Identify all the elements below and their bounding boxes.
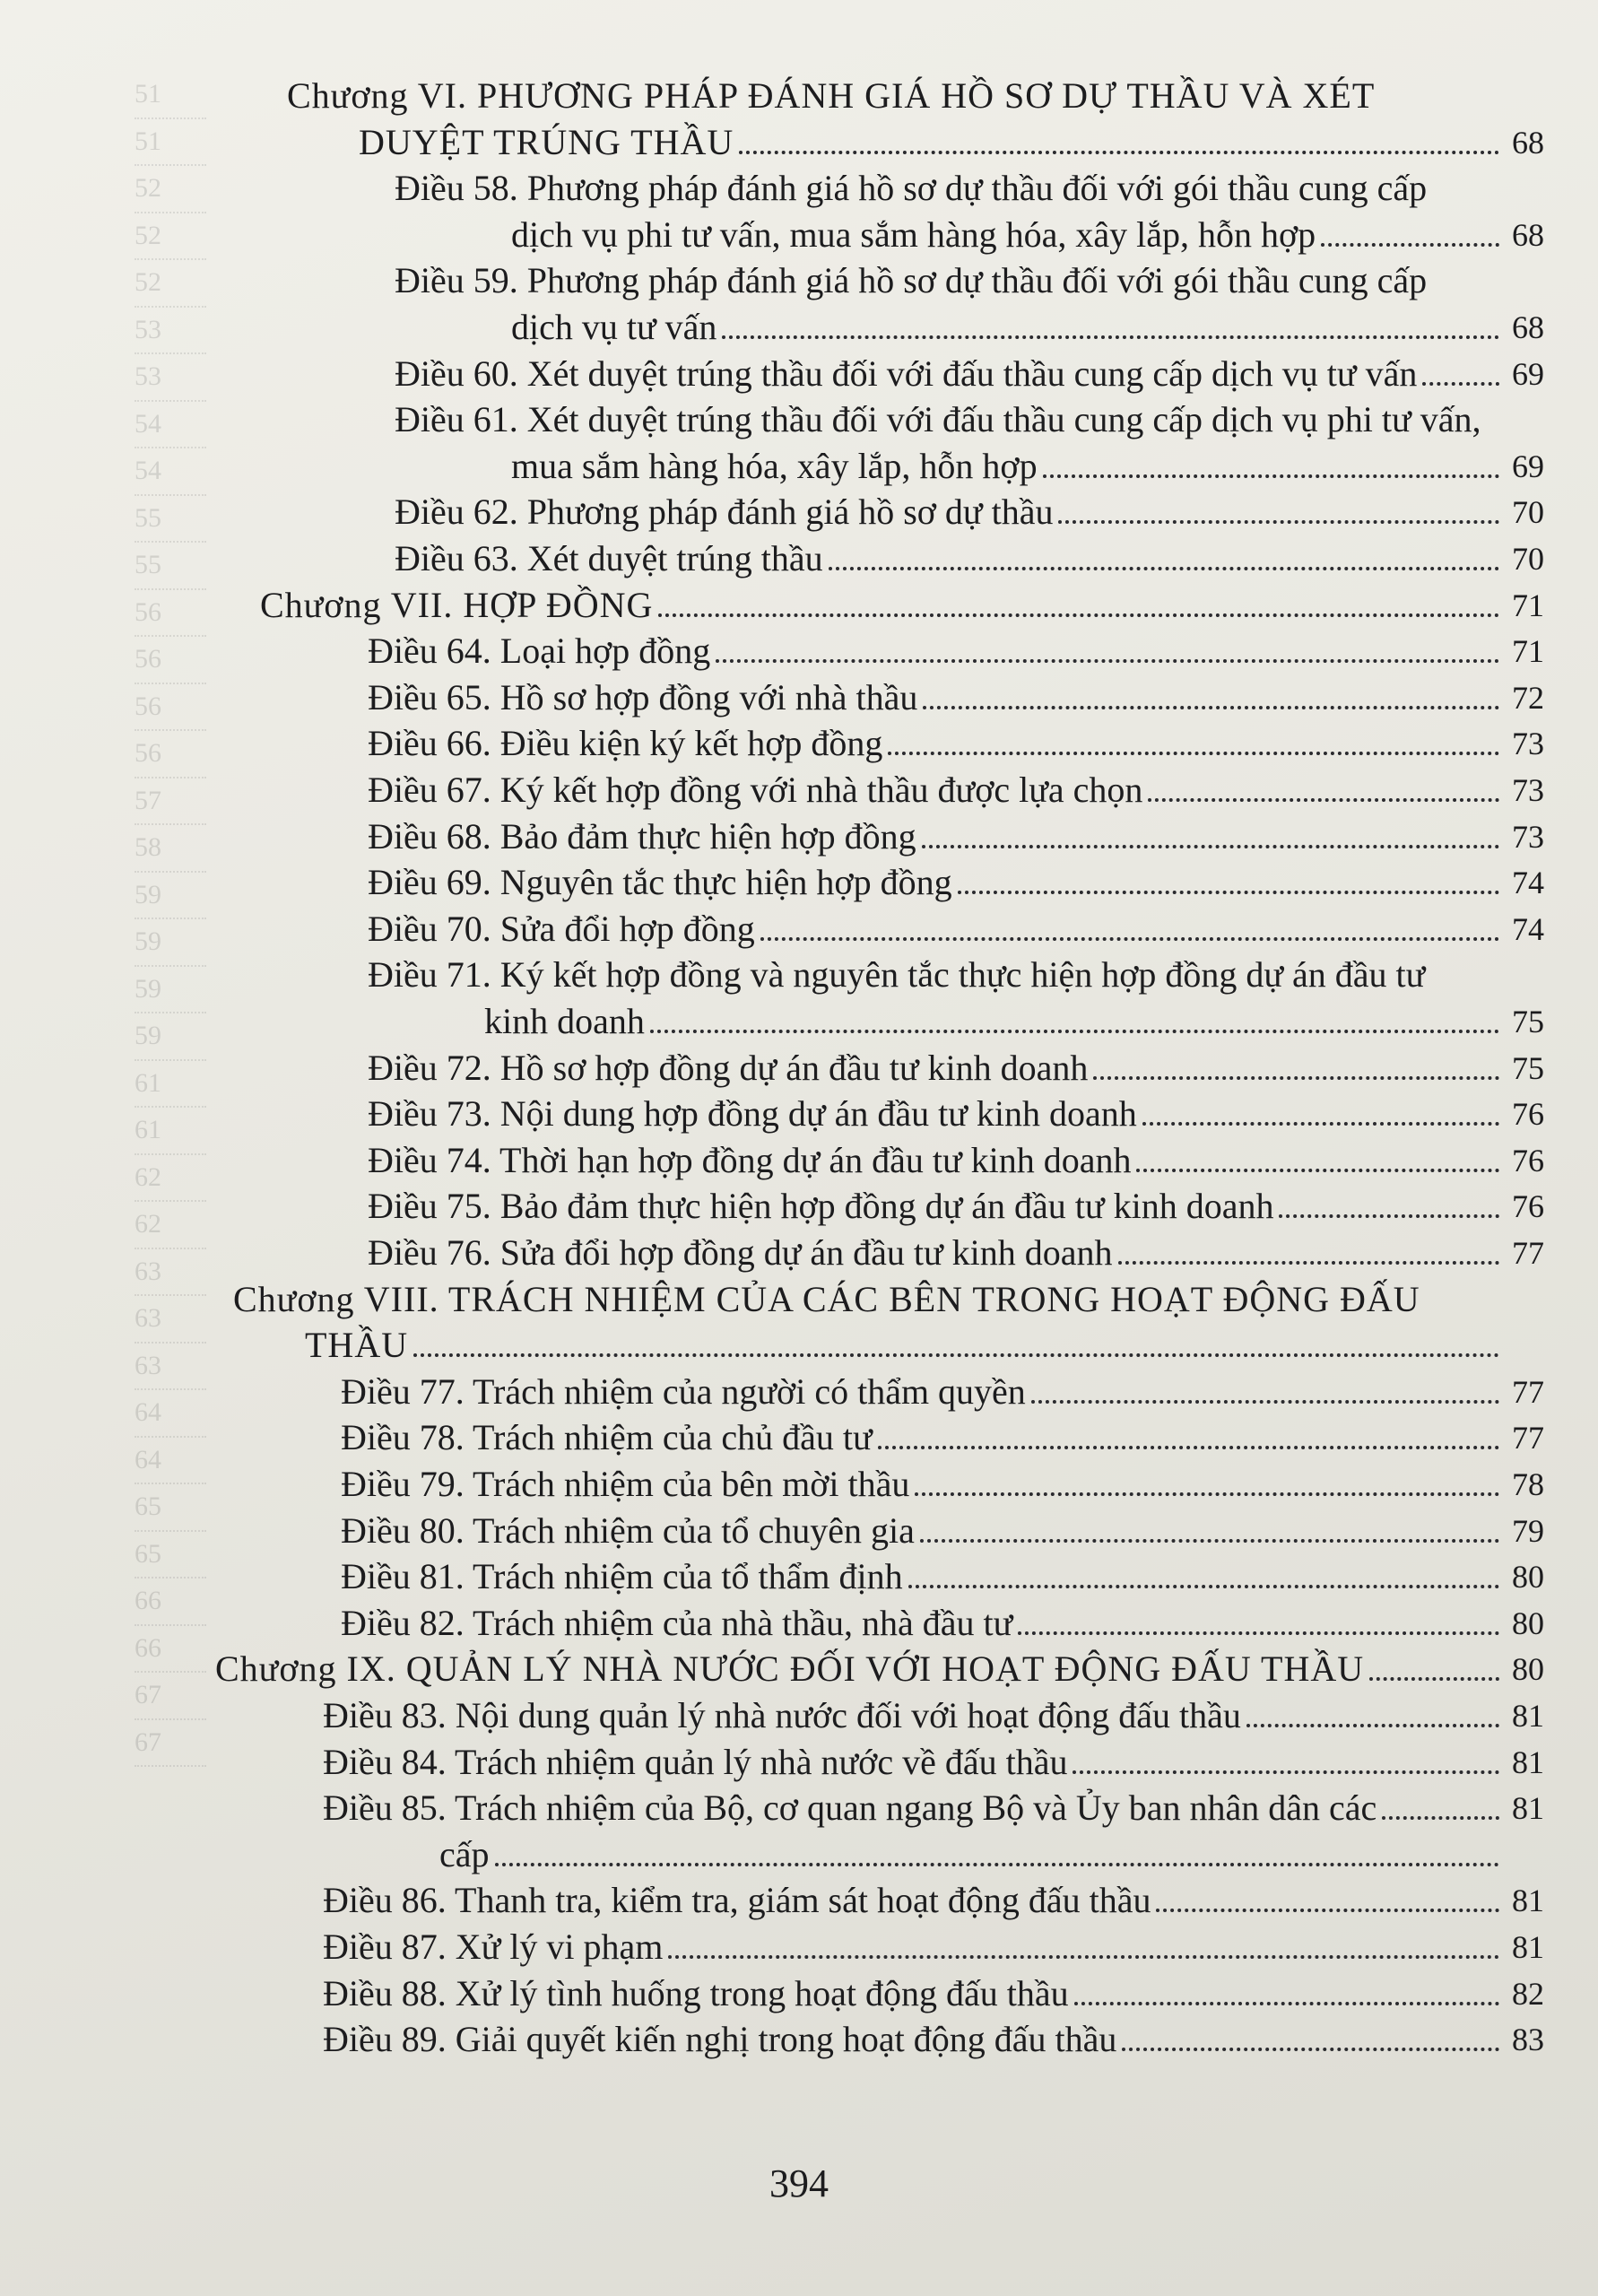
toc-page-number: 70 (1512, 541, 1544, 577)
article-title: Điều 76. Sửa đổi hợp đồng dự án đầu tư kinh doanh (368, 1232, 1113, 1273)
bleed-through-number: 59 (135, 1013, 206, 1061)
dot-leader (920, 1539, 1499, 1543)
bleed-through-number: 59 (135, 919, 206, 967)
toc-page-number: 68 (1512, 124, 1544, 161)
toc-page-number: 80 (1512, 1559, 1544, 1596)
article-title: Điều 82. Trách nhiệm của nhà thầu, nhà đầu tư (341, 1602, 1013, 1643)
article-title: Điều 86. Thanh tra, kiểm tra, giám sát hoạt động đấu thầu (323, 1880, 1151, 1921)
bleed-through-number: 52 (135, 166, 206, 213)
dot-leader (888, 752, 1499, 755)
dot-leader (1093, 1076, 1499, 1080)
chapter-title: Chương IX. QUẢN LÝ NHÀ NƯỚC ĐỐI VỚI HOẠT ĐỘNG ĐẤU THẦU (215, 1648, 1365, 1690)
dot-leader (650, 1030, 1499, 1033)
bleed-through-number: 59 (135, 967, 206, 1014)
toc-page-number: 74 (1512, 865, 1544, 901)
bleed-through-number: 59 (135, 873, 206, 920)
toc-page-number: 83 (1512, 2022, 1544, 2058)
toc-page-number: 81 (1512, 1883, 1544, 1919)
toc-page-number: 76 (1512, 1142, 1544, 1178)
toc-page-number: 73 (1512, 818, 1544, 855)
toc-page-number: 77 (1512, 1373, 1544, 1410)
toc-page-number: 81 (1512, 1790, 1544, 1827)
toc-page-number: 72 (1512, 679, 1544, 716)
article-title: Điều 70. Sửa đổi hợp đồng (368, 908, 755, 949)
article-title: Điều 74. Thời hạn hợp đồng dự án đầu tư kinh doanh (368, 1139, 1132, 1180)
article-title: Điều 64. Loại hợp đồng (368, 631, 711, 672)
bleed-through-number: 52 (135, 213, 206, 261)
dot-leader (722, 335, 1499, 339)
toc-page-number: 77 (1512, 1420, 1544, 1457)
bleed-through-page-numbers (135, 72, 206, 2135)
bleed-through-number: 65 (135, 1532, 206, 1579)
article-title: Điều 62. Phương pháp đánh giá hồ sơ dự thầu (395, 491, 1054, 533)
toc-page-number: 73 (1512, 726, 1544, 762)
article-title: Điều 60. Xét duyệt trúng thầu đối với đấu thầu cung cấp dịch vụ tư vấn (395, 352, 1418, 394)
dot-leader (1246, 1724, 1499, 1727)
dot-leader (829, 567, 1499, 570)
toc-page-number: 71 (1512, 587, 1544, 623)
article-title: Điều 87. Xử lý vi phạm (323, 1926, 664, 1967)
bleed-through-number: 62 (135, 1155, 206, 1203)
bleed-through-number: 66 (135, 1578, 206, 1626)
page-number: 394 (769, 2161, 829, 2205)
article-title: Điều 89. Giải quyết kiến nghị trong hoạt động đấu thầu (323, 2019, 1117, 2060)
article-title: Điều 61. Xét duyệt trúng thầu đối với đấu thầu cung cấp dịch vụ phi tư vấn, (395, 399, 1481, 440)
dot-leader (1018, 1631, 1499, 1635)
dot-leader (878, 1446, 1499, 1449)
dot-leader (716, 659, 1499, 663)
article-title: cấp (439, 1833, 490, 1874)
toc-page-number: 81 (1512, 1744, 1544, 1780)
bleed-through-number: 55 (135, 543, 206, 590)
article-title: Điều 69. Nguyên tắc thực hiện hợp đồng (368, 862, 952, 903)
bleed-through-number: 56 (135, 637, 206, 684)
bleed-through-number: 51 (135, 72, 206, 119)
dot-leader (1142, 1122, 1499, 1126)
dot-leader (1118, 1261, 1499, 1265)
toc-page-number: 69 (1512, 355, 1544, 392)
dot-leader (1122, 2048, 1499, 2051)
toc-page-number: 81 (1512, 1929, 1544, 1965)
dot-leader (1369, 1677, 1499, 1681)
bleed-through-number: 56 (135, 731, 206, 778)
dot-leader (1321, 243, 1499, 247)
toc-page-number: 76 (1512, 1096, 1544, 1133)
article-title: Điều 80. Trách nhiệm của tổ chuyên gia (341, 1509, 915, 1551)
article-title: Điều 58. Phương pháp đánh giá hồ sơ dự thầu đối với gói thầu cung cấp (395, 168, 1428, 209)
article-title: Điều 66. Điều kiện ký kết hợp đồng (368, 723, 883, 764)
dot-leader (1031, 1400, 1499, 1404)
bleed-through-number: 53 (135, 308, 206, 355)
bleed-through-number: 52 (135, 260, 206, 308)
bleed-through-number: 63 (135, 1296, 206, 1344)
toc-page-number: 80 (1512, 1605, 1544, 1641)
toc-page-number: 78 (1512, 1466, 1544, 1502)
article-title: dịch vụ tư vấn (511, 307, 717, 347)
article-title: Điều 65. Hồ sơ hợp đồng với nhà thầu (368, 676, 918, 718)
article-title: Điều 79. Trách nhiệm của bên mời thầu (341, 1464, 910, 1504)
bleed-through-number: 65 (135, 1484, 206, 1532)
article-title: Điều 71. Ký kết hợp đồng và nguyên tắc thực hiện hợp đồng dự án đầu tư (368, 954, 1426, 996)
dot-leader (915, 1492, 1499, 1496)
dot-leader (760, 937, 1499, 941)
dot-leader (413, 1353, 1499, 1357)
bleed-through-number: 66 (135, 1626, 206, 1674)
bleed-through-number: 64 (135, 1390, 206, 1438)
article-title: kinh doanh (484, 1001, 645, 1041)
toc-page-number: 74 (1512, 910, 1544, 947)
bleed-through-number: 53 (135, 354, 206, 402)
article-title: mua sắm hàng hóa, xây lắp, hỗn hợp (511, 445, 1038, 486)
article-title: Điều 73. Nội dung hợp đồng dự án đầu tư kinh doanh (368, 1093, 1137, 1135)
dot-leader (1074, 2002, 1499, 2005)
toc-page-number: 73 (1512, 772, 1544, 808)
chapter-title: Chương VI. PHƯƠNG PHÁP ĐÁNH GIÁ HỒ SƠ DỰ THẦU VÀ XÉT (287, 75, 1376, 116)
article-title: Điều 75. Bảo đảm thực hiện hợp đồng dự án đầu tư kinh doanh (368, 1186, 1274, 1227)
bleed-through-number: 55 (135, 496, 206, 544)
toc-page-number: 75 (1512, 1049, 1544, 1086)
chapter-title: Chương VIII. TRÁCH NHIỆM CỦA CÁC BÊN TRONG HOẠT ĐỘNG ĐẤU (233, 1278, 1420, 1319)
article-title: Điều 84. Trách nhiệm quản lý nhà nước về đấu thầu (323, 1741, 1068, 1782)
dot-leader (1148, 798, 1499, 802)
bleed-through-number: 63 (135, 1344, 206, 1391)
toc-page-number: 77 (1512, 1235, 1544, 1271)
dot-leader (923, 706, 1499, 709)
bleed-through-number: 62 (135, 1202, 206, 1249)
dot-leader (658, 613, 1499, 617)
bleed-through-number: 64 (135, 1438, 206, 1485)
toc-page-number: 82 (1512, 1975, 1544, 2012)
article-title: Điều 78. Trách nhiệm của chủ đầu tư (341, 1417, 873, 1458)
dot-leader (1156, 1909, 1499, 1912)
bleed-through-number: 54 (135, 448, 206, 496)
article-title: Điều 88. Xử lý tình huống trong hoạt động đấu thầu (323, 1972, 1069, 2013)
toc-line (323, 2008, 1544, 2062)
dot-leader (1279, 1214, 1499, 1218)
bleed-through-number: 58 (135, 825, 206, 873)
dot-leader (1043, 474, 1499, 478)
toc-page-number: 75 (1512, 1004, 1544, 1039)
dot-leader (1422, 382, 1499, 386)
article-title: Điều 77. Trách nhiệm của người có thẩm quyền (341, 1370, 1026, 1412)
bleed-through-number: 63 (135, 1249, 206, 1297)
bleed-through-number: 61 (135, 1108, 206, 1155)
toc-page-number: 71 (1512, 633, 1544, 670)
chapter-title: Chương VII. HỢP ĐỒNG (260, 584, 654, 625)
article-title: Điều 72. Hồ sơ hợp đồng dự án đầu tư kinh doanh (368, 1047, 1089, 1088)
bleed-through-number: 67 (135, 1673, 206, 1720)
toc-page-number: 68 (1512, 309, 1544, 345)
dot-leader (1058, 520, 1499, 524)
article-title: Điều 85. Trách nhiệm của Bộ, cơ quan ngang Bộ và Ủy ban nhân dân các (323, 1787, 1377, 1829)
bleed-through-number: 56 (135, 590, 206, 638)
dot-leader (1136, 1169, 1499, 1172)
toc-page-number: 68 (1512, 216, 1544, 253)
dot-leader (922, 845, 1499, 848)
article-title: Điều 68. Bảo đảm thực hiện hợp đồng (368, 815, 916, 857)
chapter-title: THẦU (305, 1325, 409, 1366)
bleed-through-number: 67 (135, 1720, 206, 1768)
bleed-through-number: 51 (135, 119, 206, 167)
article-title: dịch vụ phi tư vấn, mua sắm hàng hóa, xây lắp, hỗn hợp (511, 213, 1316, 255)
bleed-through-number: 56 (135, 684, 206, 732)
article-title: Điều 63. Xét duyệt trúng thầu (395, 538, 823, 578)
bleed-through-number: 54 (135, 402, 206, 449)
bleed-through-number: 61 (135, 1061, 206, 1109)
toc-page-number: 70 (1512, 494, 1544, 531)
toc-page-number: 76 (1512, 1188, 1544, 1225)
article-title: Điều 67. Ký kết hợp đồng với nhà thầu được lựa chọn (368, 770, 1143, 810)
toc-page-number: 80 (1512, 1651, 1544, 1688)
dot-leader (668, 1955, 1499, 1959)
article-title: Điều 59. Phương pháp đánh giá hồ sơ dự thầu đối với gói thầu cung cấp (395, 260, 1428, 301)
article-title: Điều 83. Nội dung quản lý nhà nước đối với hoạt động đấu thầu (323, 1695, 1241, 1735)
dot-leader (1382, 1816, 1499, 1820)
dot-leader (1073, 1770, 1499, 1774)
bleed-through-number: 57 (135, 778, 206, 826)
dot-leader (739, 151, 1499, 154)
toc-page-number: 69 (1512, 448, 1544, 484)
dot-leader (958, 891, 1499, 894)
article-title: Điều 81. Trách nhiệm của tổ thẩm định (341, 1556, 903, 1597)
toc-page-number: 79 (1512, 1512, 1544, 1549)
dot-leader (495, 1863, 1499, 1866)
dot-leader (908, 1585, 1499, 1588)
toc-page-number: 81 (1512, 1698, 1544, 1734)
chapter-title: DUYỆT TRÚNG THẦU (359, 121, 734, 162)
